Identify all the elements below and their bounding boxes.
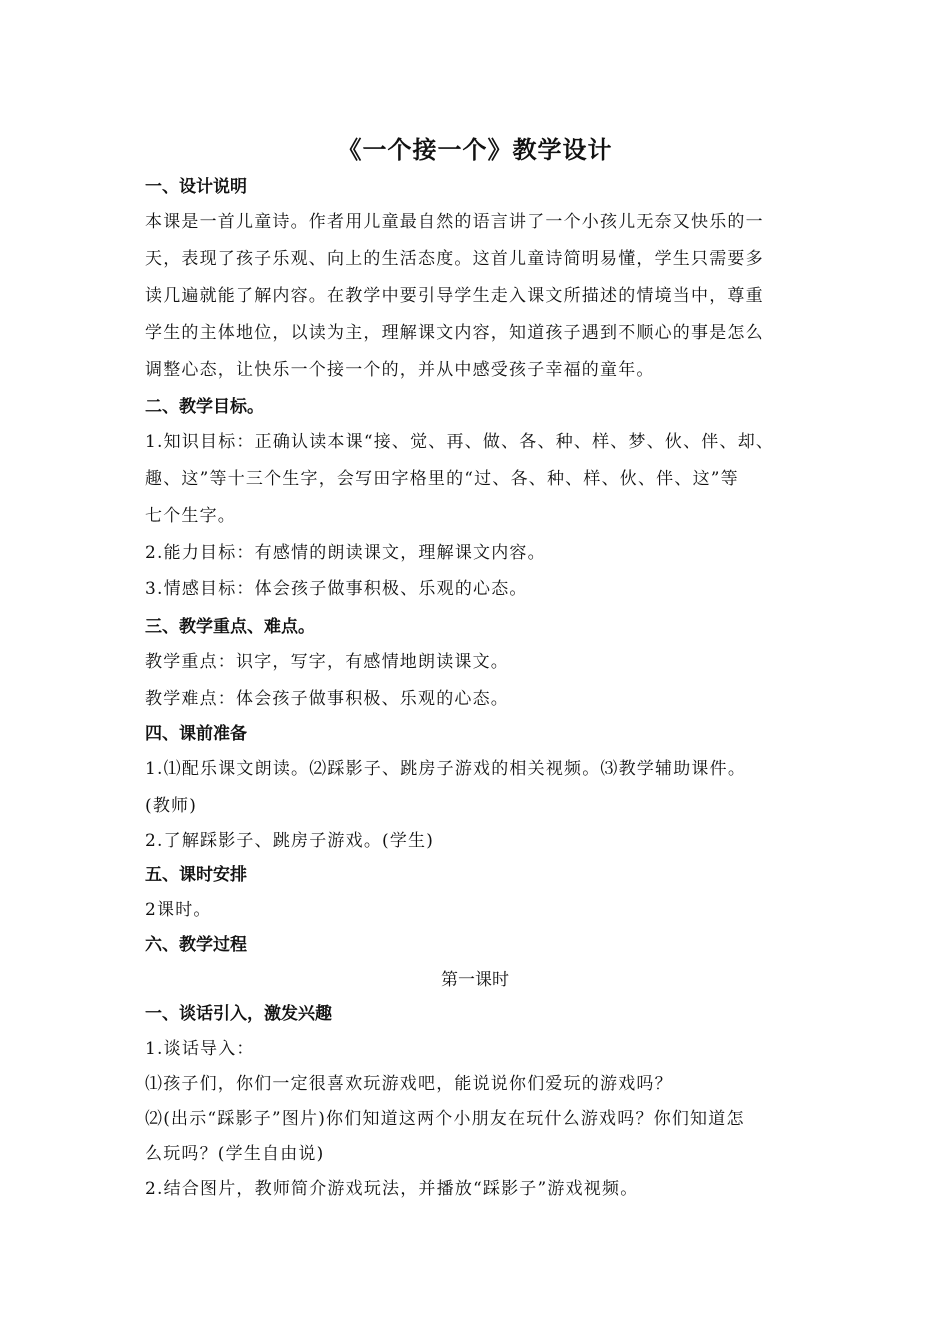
paragraph-line: 本课是一首儿童诗。作者用儿童最自然的语言讲了一个小孩儿无奈又快乐的一 bbox=[145, 212, 764, 232]
list-item-continuation: 趣、这”等十三个生字，会写田字格里的“过、各、种、样、伙、伴、这”等 bbox=[145, 469, 739, 489]
list-item: 2.结合图片，教师简介游戏玩法，并播放“踩影子”游戏视频。 bbox=[145, 1179, 639, 1199]
list-item: ⑵(出示“踩影子”图片)你们知道这两个小朋友在玩什么游戏吗？你们知道怎 bbox=[145, 1109, 745, 1129]
document-title: 《一个接一个》教学设计 bbox=[337, 135, 613, 164]
list-item: ⑴孩子们，你们一定很喜欢玩游戏吧，能说说你们爱玩的游戏吗？ bbox=[145, 1074, 673, 1094]
list-item: 1.谈话导入： bbox=[145, 1039, 255, 1059]
section-heading-process: 六、教学过程 bbox=[145, 935, 247, 955]
paragraph-line: 读几遍就能了解内容。在教学中要引导学生走入课文所描述的情境当中，尊重 bbox=[145, 286, 764, 306]
section-heading-objectives: 二、教学目标。 bbox=[145, 397, 264, 417]
section-heading-schedule: 五、课时安排 bbox=[145, 865, 247, 885]
list-item: 2.能力目标：有感情的朗读课文，理解课文内容。 bbox=[145, 543, 546, 563]
section-heading-key-points: 三、教学重点、难点。 bbox=[145, 617, 315, 637]
subsection-heading: 一、谈话引入，激发兴趣 bbox=[145, 1004, 332, 1024]
list-item-continuation: (教师) bbox=[145, 796, 198, 816]
list-item: 2.了解踩影子、跳房子游戏。(学生) bbox=[145, 831, 435, 851]
list-item: 1.知识目标：正确认读本课“接、觉、再、做、各、种、样、梦、伙、伴、却、 bbox=[145, 432, 775, 452]
list-item-continuation: 七个生字。 bbox=[145, 506, 236, 526]
paragraph-line: 调整心态，让快乐一个接一个的，并从中感受孩子幸福的童年。 bbox=[145, 360, 655, 380]
paragraph-line: 教学重点：识字，写字，有感情地朗读课文。 bbox=[145, 652, 509, 672]
paragraph-line: 学生的主体地位，以读为主，理解课文内容，知道孩子遇到不顺心的事是怎么 bbox=[145, 323, 764, 343]
list-item-continuation: 么玩吗？(学生自由说) bbox=[145, 1144, 325, 1164]
list-item: 3.情感目标：体会孩子做事积极、乐观的心态。 bbox=[145, 579, 528, 599]
paragraph-line: 2课时。 bbox=[145, 900, 212, 920]
list-item: 1.⑴配乐课文朗读。⑵踩影子、跳房子游戏的相关视频。⑶教学辅助课件。 bbox=[145, 759, 747, 779]
section-heading-design-notes: 一、设计说明 bbox=[145, 177, 247, 197]
section-heading-preparation: 四、课前准备 bbox=[145, 724, 247, 744]
paragraph-line: 教学难点：体会孩子做事积极、乐观的心态。 bbox=[145, 689, 509, 709]
paragraph-line: 天，表现了孩子乐观、向上的生活态度。这首儿童诗简明易懂，学生只需要多 bbox=[145, 249, 764, 269]
lesson-heading: 第一课时 bbox=[441, 970, 509, 990]
